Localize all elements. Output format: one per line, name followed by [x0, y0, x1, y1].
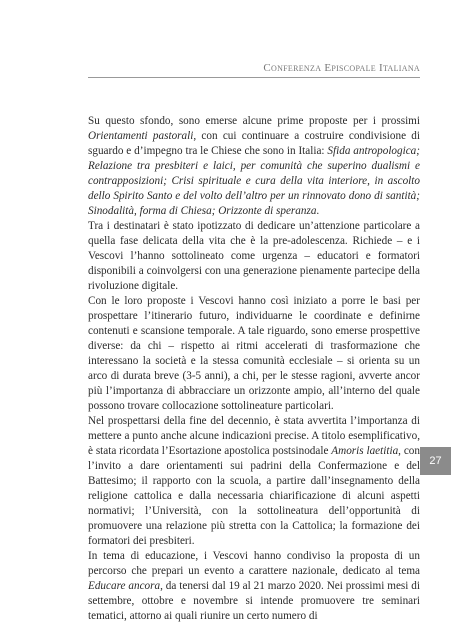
italic-text: Amoris laetitia — [331, 445, 399, 457]
body-text — [88, 114, 420, 624]
text-run: Tra i destinatari è stato ipotizzato di dedicare un’attenzione particolare a quella fase delicata della vita che è la pre-adolescenza. Richiede – e i Vescovi l’hanno sottolineato come urgenza – educatori e formatori disponibili a coinvolgersi con una generazione pienamente partecipe della rivoluzione digitale. — [88, 220, 420, 292]
paragraph — [88, 114, 420, 219]
paragraph — [88, 294, 420, 414]
text-run: In tema di educazione, i Vescovi hanno condiviso la proposta di un percorso che prepari un evento a carattere nazionale, dedicato al tema — [88, 550, 420, 577]
running-header: Conferenza Episcopale Italiana — [263, 62, 420, 74]
text-run: , con l’invito a dare orientamenti sui padrini della Confermazione e del Battesimo; il rapporto con la scuola, a partire dall’insegnamento della religione cattolica e dalla necessaria chiarificazione di alcuni aspetti normativi; l’Università, con la sottolineatura dell’opportunità di promuovere una relazione più stretta con la Cattolica; la formazione dei formatori dei presbiteri. — [88, 445, 420, 547]
text-run: , da tenersi dal 19 al 21 marzo 2020. Nei prossimi mesi di settembre, ottobre e novembre si intende promuovere tre seminari tematici, attorno ai quali riunire un certo numero di — [88, 580, 420, 622]
paragraph — [88, 549, 420, 624]
header-divider — [88, 77, 420, 78]
page-number: 27 — [429, 455, 442, 467]
text-run: Su questo sfondo, sono emerse alcune prime proposte per i prossimi — [88, 115, 420, 127]
italic-text: Educare ancora — [88, 580, 161, 592]
text-run: . — [316, 205, 320, 217]
italic-text: Orientamenti pastorali — [88, 130, 194, 142]
page-number-tab — [420, 447, 451, 475]
text-run: Con le loro proposte i Vescovi hanno così iniziato a porre le basi per prospettare l’itinerario futuro, individuarne le coordinate e definirne contenuti e scansione temporale. A tale riguardo, sono emerse prospettive diverse: da chi – rispetto ai ritmi accelerati di trasformazione che interessano la società e la stessa comunità ecclesiale – si orienta su un arco di durata breve (3-5 anni), a chi, per le stesse ragioni, avverte ancor più l’importanza di abbracciare un orizzonte ampio, all’interno del quale possono trovare collocazione sottolineature particolari. — [88, 295, 420, 412]
text-run: , con cui continuare a costruire condivisione di sguardo e d’impegno tra le Chiese che sono in Italia: — [88, 130, 421, 157]
text-run: Nel prospettarsi della fine del decennio, è stata avvertita l’importanza di mettere a punto anche alcune indicazioni precise. A titolo esemplificativo, è stata ricordata l’Esortazione apostolica postsinodale — [88, 415, 420, 457]
italic-text: Sfida antropologica; Relazione tra presbiteri e laici, per comunità che superino dualismi e contrapposizioni; Crisi spirituale e cura della vita interiore, in ascolto dello Spirito Santo e del volto dell’altro per un rinnovato dono di santità; Sinodalità, forma di Chiesa; Orizzonte di speranza — [88, 145, 421, 217]
paragraph — [88, 219, 420, 294]
paragraph — [88, 414, 420, 549]
